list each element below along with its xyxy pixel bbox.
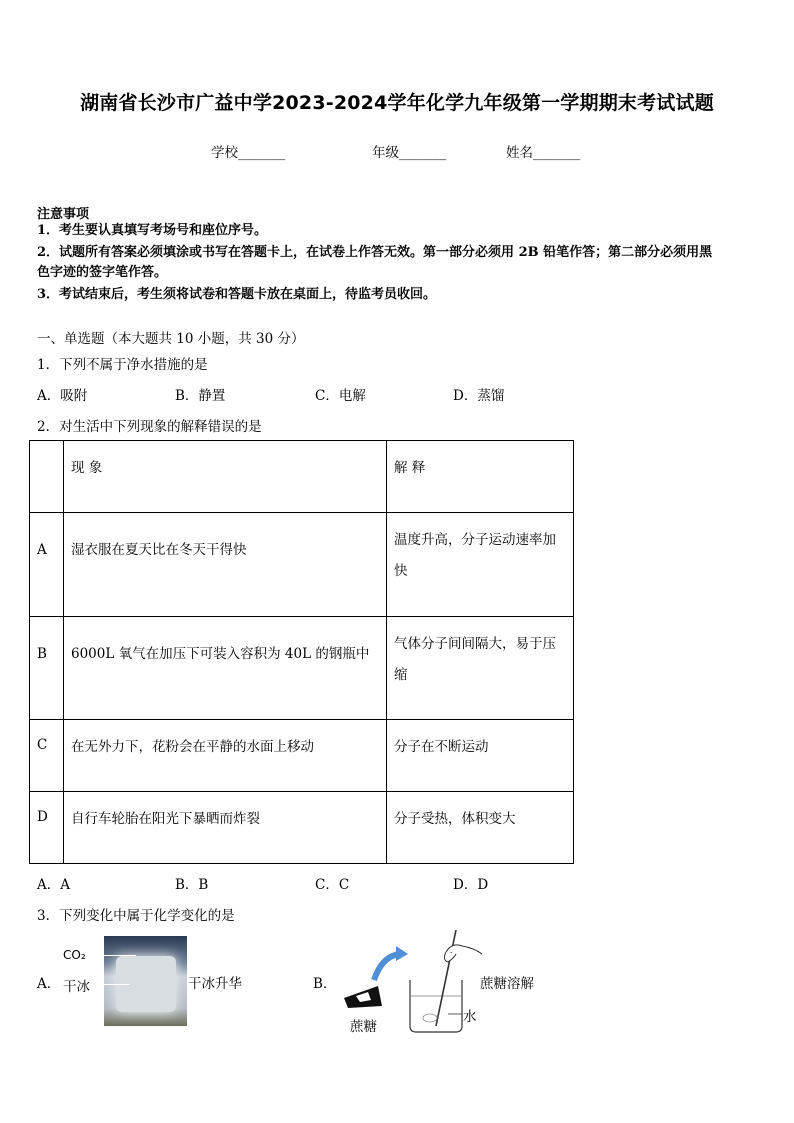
label-co2: CO₂ xyxy=(63,948,86,962)
row-explanation: 分子受热，体积变大 xyxy=(394,811,516,827)
table-row xyxy=(30,513,574,617)
row-phenomenon: 在无外力下，花粉会在平静的水面上移动 xyxy=(71,739,314,755)
grade-field[interactable]: 年级_______ xyxy=(372,145,447,161)
school-field[interactable]: 学校_______ xyxy=(211,145,286,161)
q2-table xyxy=(29,440,574,864)
table-header-phenomenon: 现 象 xyxy=(64,441,387,513)
note-item-1: 1．考生要认真填写考场号和座位序号。 xyxy=(37,223,268,238)
table-header-explanation: 解 释 xyxy=(387,441,574,513)
table-header-label xyxy=(30,441,64,513)
section-heading: 一、单选题（本大题共 10 小题，共 30 分） xyxy=(37,331,305,347)
q2-option-a[interactable]: A．A xyxy=(37,877,70,893)
q1-option-c[interactable]: C．电解 xyxy=(315,388,366,404)
q3-option-a-marker[interactable]: A． xyxy=(37,976,61,992)
note-item-2-cont: 色字迹的签字笔作答。 xyxy=(37,265,168,280)
label-dry-ice: 干冰 xyxy=(63,979,90,995)
note-item-3: 3．考试结束后，考生须将试卷和答题卡放在桌面上，待监考员收回。 xyxy=(37,287,437,302)
exam-title: 湖南省长沙市广益中学2023-2024学年化学九年级第一学期期末考试试题 xyxy=(80,92,714,114)
row-label: B xyxy=(37,646,47,662)
pointer-line-co2 xyxy=(92,955,136,956)
label-water: 水 xyxy=(463,1009,477,1025)
row-label: D xyxy=(37,809,48,825)
row-label: C xyxy=(37,737,48,753)
q1-option-b[interactable]: B．静置 xyxy=(175,388,226,404)
q2-option-b[interactable]: B．B xyxy=(175,877,209,893)
q1-option-d[interactable]: D．蒸馏 xyxy=(453,388,505,404)
pointer-line-dry-ice xyxy=(92,984,130,985)
table-header-row xyxy=(30,441,574,513)
caption-sugar-dissolving: 蔗糖溶解 xyxy=(480,976,534,992)
name-field[interactable]: 姓名_______ xyxy=(506,145,581,161)
row-phenomenon: 湿衣服在夏天比在冬天干得快 xyxy=(71,542,247,558)
q2-stem: 2．对生活中下列现象的解释错误的是 xyxy=(37,419,262,435)
q3-option-b-marker[interactable]: B． xyxy=(313,976,337,992)
q1-stem: 1．下列不属于净水措施的是 xyxy=(37,357,208,373)
table-row xyxy=(30,792,574,864)
note-item-2: 2．试题所有答案必须填涂或书写在答题卡上，在试卷上作答无效。第一部分必须用 2B 铅笔作答；第二部分必须用黑 xyxy=(37,245,713,260)
row-phenomenon: 6000L 氧气在加压下可装入容积为 40L 的钢瓶中 xyxy=(71,646,370,662)
row-phenomenon: 自行车轮胎在阳光下暴晒而炸裂 xyxy=(71,811,260,827)
caption-dry-ice-sublimation: 干冰升华 xyxy=(188,976,242,992)
label-sugar: 蔗糖 xyxy=(350,1019,377,1035)
row-explanation: 温度升高，分子运动速率加快 xyxy=(394,532,556,579)
row-explanation: 分子在不断运动 xyxy=(394,739,489,755)
q2-option-d[interactable]: D．D xyxy=(453,877,489,893)
table-row xyxy=(30,720,574,792)
dry-ice-photo xyxy=(104,936,187,1026)
row-label: A xyxy=(37,542,47,558)
table-row xyxy=(30,617,574,720)
q1-option-a[interactable]: A．吸附 xyxy=(37,388,88,404)
row-explanation: 气体分子间间隔大，易于压缩 xyxy=(394,636,556,683)
q2-option-c[interactable]: C．C xyxy=(315,877,350,893)
stirring-rod-icon xyxy=(436,930,456,1026)
q3-stem: 3．下列变化中属于化学变化的是 xyxy=(37,908,235,924)
notes-heading: 注意事项 xyxy=(37,207,90,222)
